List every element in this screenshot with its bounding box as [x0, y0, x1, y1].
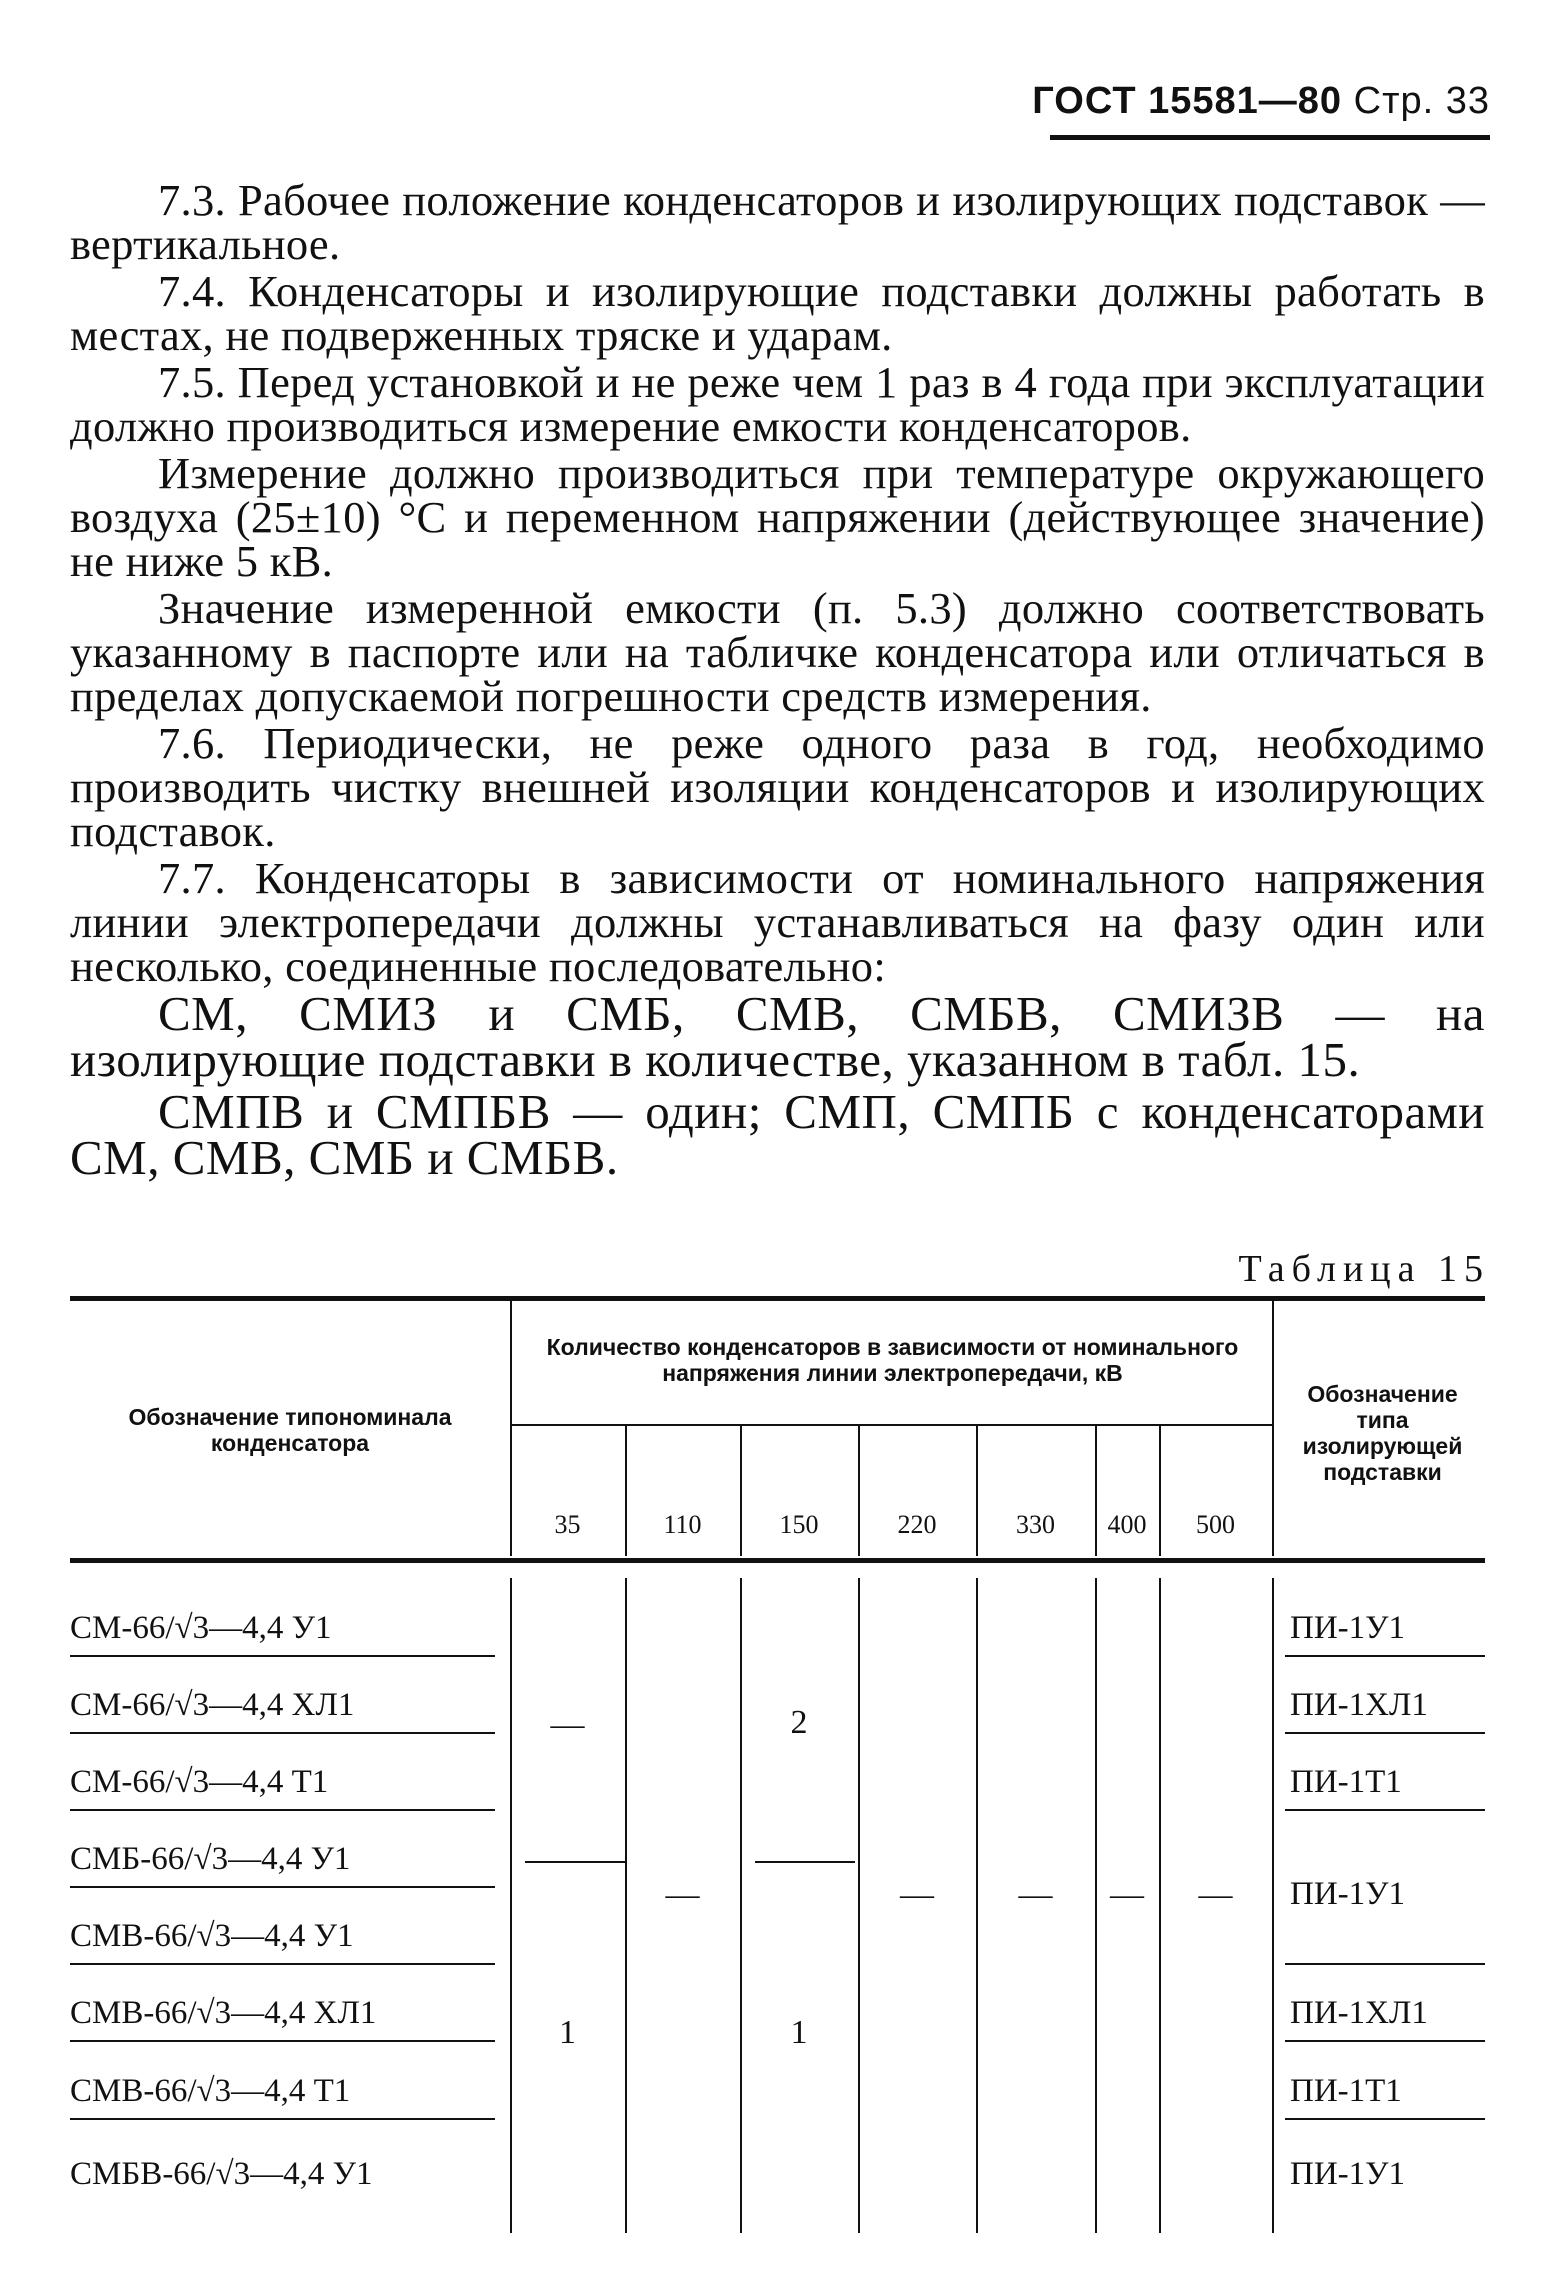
group-rule — [525, 1861, 625, 1863]
col-divider — [510, 1578, 512, 2233]
row-rule — [1285, 1963, 1485, 1965]
header-count: Количество конденсаторов в зависимости от номинального напряжения линии электропередачи, кВ — [546, 1334, 1239, 1386]
row-type: СМВ-66/√3—4,4 ХЛ1 — [70, 1995, 377, 2031]
row-rule — [70, 2118, 495, 2120]
paragraph: 7.5. Перед установкой и не реже чем 1 раз в 4 года при эксплуатации должно производиться измерение емкости конденсаторов. — [70, 357, 1485, 451]
cell-dash: — — [550, 1706, 585, 1743]
row-rule — [1285, 2118, 1485, 2120]
paragraph: СМ, СМИЗ и СМБ, СМВ, СМБВ, СМИЗВ — на изолирующие подставки в количестве, указанном в табл. 15. — [70, 986, 1485, 1087]
paragraph: 7.3. Рабочее положение конденсаторов и изолирующих подставок — вертикальное. — [70, 175, 1485, 269]
stand-type: ПИ-1Т1 — [1290, 2073, 1402, 2109]
stand-type: ПИ-1ХЛ1 — [1290, 1995, 1428, 2031]
row-type: СМБВ-66/√3—4,4 У1 — [70, 2156, 373, 2192]
row-rule — [70, 2040, 495, 2042]
row-rule — [70, 1886, 495, 1888]
col-divider — [740, 1578, 742, 2233]
voltage-400: 400 — [1107, 1510, 1147, 1539]
header-rule — [1050, 135, 1490, 140]
paragraph: Измерение должно производиться при температуре окружающего воздуха (25±10) °С и переменном напряжении (действующее значение) не ниже 5 кВ. — [70, 448, 1485, 586]
cell-dash: — — [900, 1876, 934, 1913]
header-type: Обозначение типономинала конденсатора — [128, 1404, 452, 1456]
voltage-220: 220 — [897, 1510, 937, 1539]
body-text — [70, 175, 1485, 1187]
row-rule — [1285, 1655, 1485, 1657]
cell-one: 1 — [790, 2014, 808, 2051]
col-divider — [1272, 1301, 1274, 1556]
voltage-35: 35 — [554, 1510, 581, 1539]
cell-two: 2 — [790, 1704, 808, 1741]
row-rule — [70, 1732, 495, 1734]
stand-type: ПИ-1У1 — [1290, 1876, 1406, 1912]
paragraph: 7.6. Периодически, не реже одного раза в год, необходимо производить чистку внешней изоляции конденсаторов и изолирующих подставок. — [70, 718, 1485, 856]
voltage-500: 500 — [1196, 1510, 1235, 1539]
row-type: СМВ-66/√3—4,4 У1 — [70, 1918, 354, 1954]
col-divider — [1272, 1578, 1274, 2233]
stand-type: ПИ-1ХЛ1 — [1290, 1687, 1428, 1723]
row-rule — [1285, 2040, 1485, 2042]
cell-dash: — — [1110, 1876, 1144, 1913]
paragraph: Значение измеренной емкости (п. 5.3) должно соответствовать указанному в паспорте или на табличке конденсатора или отличаться в пределах допускаемой погрешности средств измерения. — [70, 583, 1485, 721]
row-rule — [70, 1963, 495, 1965]
paragraph: СМПВ и СМПБВ — один; СМП, СМПБ с конденсаторами СМ, СМВ, СМБ и СМБВ. — [70, 1084, 1485, 1185]
paragraph: 7.4. Конденсаторы и изолирующие подставки должны работать в местах, не подверженных тряске и ударам. — [70, 266, 1485, 360]
row-type: СМБ-66/√3—4,4 У1 — [70, 1841, 351, 1877]
voltage-150: 150 — [779, 1510, 819, 1539]
voltage-110: 110 — [663, 1510, 702, 1539]
row-rule — [70, 1655, 495, 1657]
cell-one: 1 — [559, 2014, 576, 2051]
row-type: СМВ-66/√3—4,4 Т1 — [70, 2073, 351, 2109]
row-rule — [1285, 1809, 1485, 1811]
stand-type: ПИ-1У1 — [1290, 1610, 1406, 1646]
row-type: СМ-66/√3—4,4 У1 — [70, 1610, 332, 1646]
header-bottom-rule — [70, 1558, 1485, 1563]
group-rule — [755, 1861, 855, 1863]
voltage-330: 330 — [1016, 1510, 1055, 1539]
row-type: СМ-66/√3—4,4 ХЛ1 — [70, 1687, 355, 1723]
cell-dash: — — [1018, 1876, 1053, 1913]
page-number: Стр. 33 — [1353, 80, 1490, 122]
cell-dash: — — [1198, 1876, 1233, 1913]
cell-dash: — — [665, 1876, 700, 1913]
row-rule — [70, 1809, 495, 1811]
page-header — [1032, 80, 1490, 123]
stand-type: ПИ-1У1 — [1290, 2156, 1406, 2192]
standard-code: ГОСТ 15581—80 — [1032, 80, 1343, 122]
table-caption: Таблица 15 — [1238, 1248, 1490, 1290]
data-table — [70, 1296, 1485, 2236]
row-rule — [1285, 1732, 1485, 1734]
paragraph: 7.7. Конденсаторы в зависимости от номинального напряжения линии электропередачи должны устанавливаться на фазу один или несколько, соединенные последовательно: — [70, 853, 1485, 991]
row-type: СМ-66/√3—4,4 Т1 — [70, 1764, 329, 1800]
header-stand: Обозначение типа изолирующей подставки — [1302, 1381, 1463, 1485]
stand-type: ПИ-1Т1 — [1290, 1764, 1402, 1800]
